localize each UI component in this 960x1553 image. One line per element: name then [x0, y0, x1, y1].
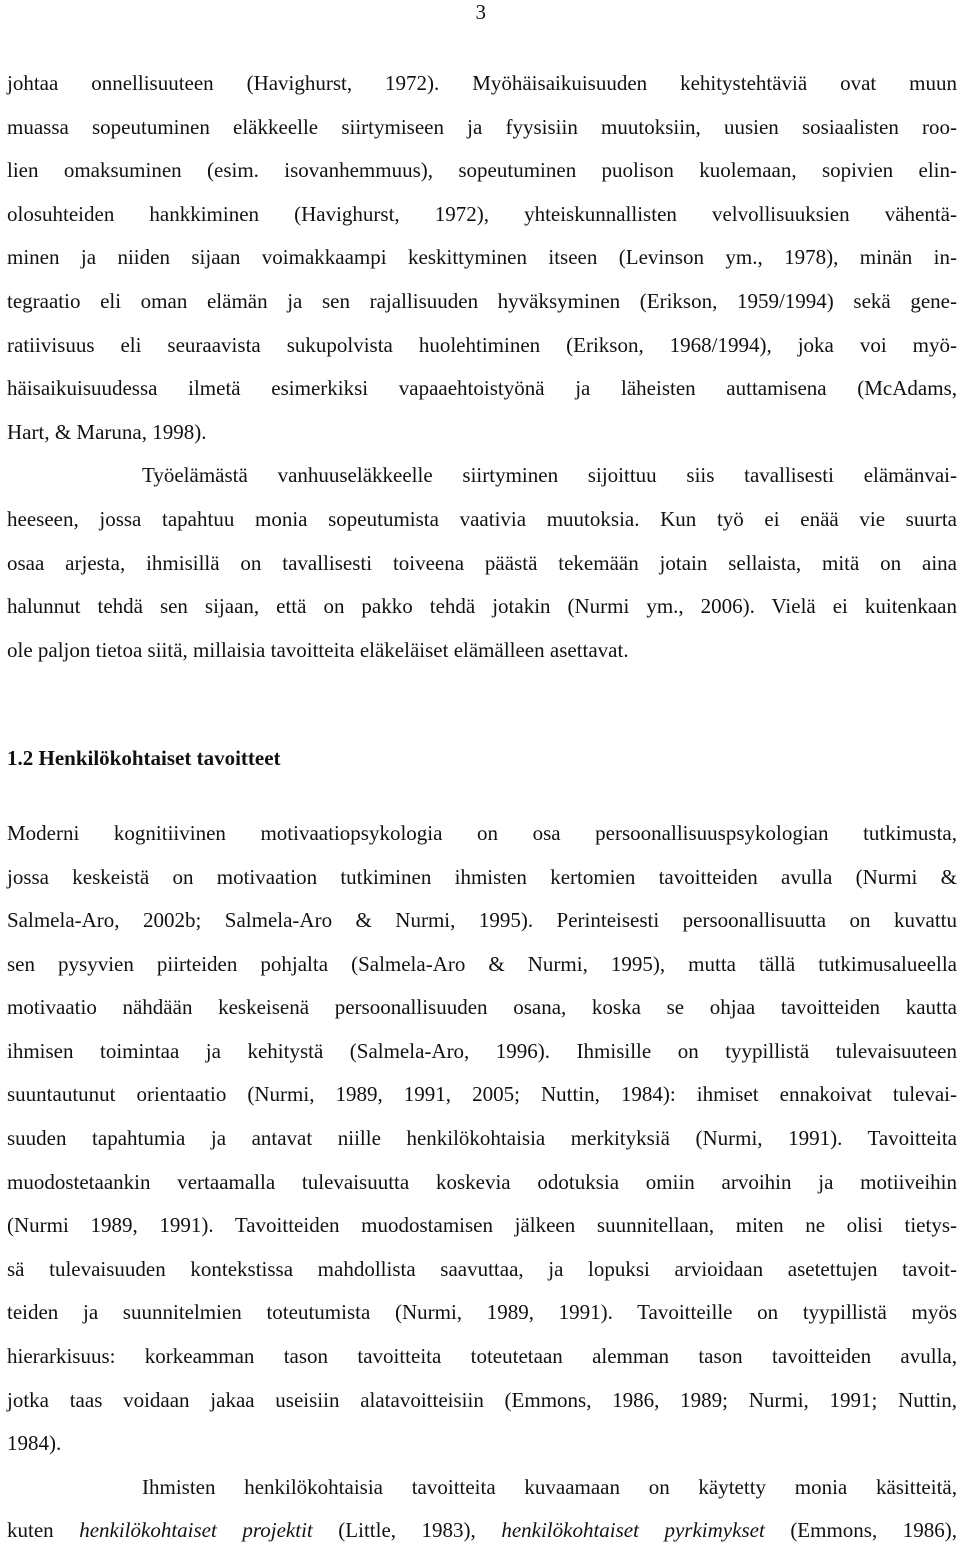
text-line: hierarkisuus: korkeamman tason tavoitteita toteutetaan alemman tason tavoitteiden avulla,	[7, 1344, 957, 1369]
text-line: sen pysyvien piirteiden pohjalta (Salmela-Aro & Nurmi, 1995), mutta tällä tutkimusalueella	[7, 951, 957, 976]
text-line: heeseen, jossa tapahtuu monia sopeutumista vaativia muutoksia. Kun työ ei enää vie suurta	[7, 506, 957, 531]
italic-term: henkilökohtaiset projektit	[79, 1518, 313, 1543]
text-line: osaa arjesta, ihmisillä on tavallisesti toiveena päästä tekemään jotain sellaista, mitä on aina	[7, 550, 957, 575]
text-run: kuten	[7, 1518, 80, 1543]
heading-spacer	[7, 781, 957, 812]
text-run: (Little, 1983),	[312, 1518, 502, 1543]
text-line: johtaa onnellisuuteen (Havighurst, 1972). Myöhäisaikuisuuden kehitystehtäviä ovat muun	[7, 71, 957, 95]
text-line: suuntautunut orientaatio (Nurmi, 1989, 1991, 2005; Nuttin, 1984): ihmiset ennakoivat tulevai-	[7, 1082, 957, 1107]
text-line: Työelämästä vanhuuseläkkeelle siirtyminen sijoittuu siis tavallisesti elämänvai-	[142, 463, 957, 488]
text-line: ole paljon tietoa siitä, millaisia tavoitteita eläkeläiset elämälleen asettavat.	[7, 637, 629, 662]
text-line: 1984).	[7, 1431, 62, 1456]
text-line: tegraatio eli oman elämän ja sen rajallisuuden hyväksyminen (Erikson, 1959/1994) sekä gene-	[7, 288, 957, 313]
section-spacer	[7, 672, 957, 737]
paragraph-4	[7, 1466, 957, 1553]
text-line: lien omaksuminen (esim. isovanhemmuus), sopeutuminen puolison kuolemaan, sopivien elin-	[7, 158, 957, 183]
text-line: olosuhteiden hankkiminen (Havighurst, 1972), yhteiskunnallisten velvollisuuksien vähentä-	[7, 201, 957, 226]
text-line: Ihmisten henkilökohtaisia tavoitteita kuvaamaan on käytetty monia käsitteitä,	[142, 1474, 957, 1499]
text-line: muassa sopeutuminen eläkkeelle siirtymiseen ja fyysisiin muutoksiin, uusien sosiaalisten roo-	[7, 114, 957, 139]
text-line: sä tulevaisuuden kontekstissa mahdollista saavuttaa, ja lopuksi arvioidaan asetettujen tavoit-	[7, 1256, 957, 1281]
paragraph-2	[7, 454, 957, 672]
section-heading: 1.2 Henkilökohtaiset tavoitteet	[7, 746, 281, 771]
text-line: Salmela-Aro, 2002b; Salmela-Aro & Nurmi, 1995). Perinteisesti persoonallisuutta on kuvattu	[7, 908, 957, 933]
text-line: suuden tapahtumia ja antavat niille henkilökohtaisia merkityksiä (Nurmi, 1991). Tavoitteita	[7, 1126, 957, 1151]
text-line: motivaatio nähdään keskeisenä persoonallisuuden osana, koska se ohjaa tavoitteiden kautta	[7, 995, 957, 1020]
text-line: ratiivisuus eli seuraavista sukupolvista huolehtiminen (Erikson, 1968/1994), joka voi myö-	[7, 332, 957, 357]
document-body	[7, 62, 957, 1553]
text-line: jossa keskeistä on motivaation tutkiminen ihmisten kertomien tavoitteiden avulla (Nurmi &	[7, 864, 957, 889]
text-line: minen ja niiden sijaan voimakkaampi keskittyminen itseen (Levinson ym., 1978), minän in-	[7, 245, 957, 270]
text-line: ihmisen toimintaa ja kehitystä (Salmela-Aro, 1996). Ihmisille on tyypillistä tulevaisuuteen	[7, 1038, 957, 1063]
paragraph-3	[7, 812, 957, 1466]
italic-term: henkilökohtaiset pyrkimykset	[501, 1518, 765, 1543]
page-number: 3	[475, 0, 486, 24]
text-line: jotka taas voidaan jakaa useisiin alatavoitteisiin (Emmons, 1986, 1989; Nurmi, 1991; Nuttin,	[7, 1387, 957, 1412]
text-run: (Emmons, 1986),	[764, 1518, 958, 1543]
text-line: häisaikuisuudessa ilmetä esimerkiksi vapaaehtoistyönä ja läheisten auttamisena (McAdams,	[7, 376, 957, 401]
text-line: teiden ja suunnitelmien toteutumista (Nurmi, 1989, 1991). Tavoitteille on tyypillistä myös	[7, 1300, 957, 1325]
text-line: (Nurmi 1989, 1991). Tavoitteiden muodostamisen jälkeen suunnitellaan, miten ne olisi tietys-	[7, 1213, 957, 1238]
text-line: muodostetaankin vertaamalla tulevaisuutta koskevia odotuksia omiin arvoihin ja motiiveihin	[7, 1169, 957, 1194]
text-line	[7, 1509, 957, 1553]
text-line: halunnut tehdä sen sijaan, että on pakko tehdä jotakin (Nurmi ym., 2006). Vielä ei kuitenkaan	[7, 594, 957, 619]
text-line: Moderni kognitiivinen motivaatiopsykologia on osa persoonallisuuspsykologian tutkimusta,	[7, 820, 957, 845]
text-line: Hart, & Maruna, 1998).	[7, 419, 207, 444]
paragraph-1	[7, 62, 957, 454]
